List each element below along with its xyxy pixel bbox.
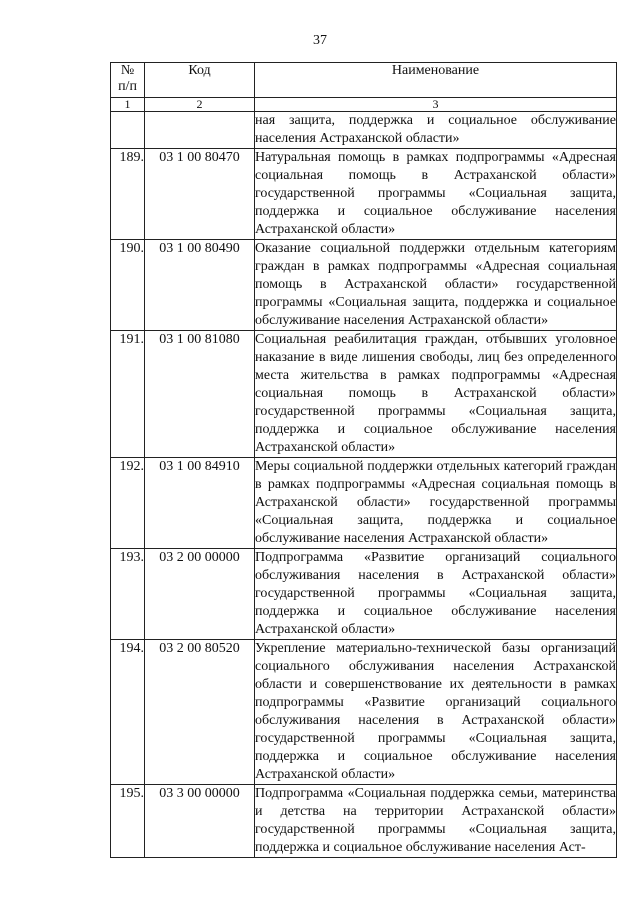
row-number: 190. [111, 240, 145, 331]
column-number-row [111, 98, 617, 112]
budget-classification-table [110, 62, 617, 858]
row-name: Укрепление материально-технической базы организаций социального обслуживания населения Астраханской области и совершенствование их деятельности в рамках подпрограммы «Развитие организаций социального обслуживания населения в Астраханской области» государственной программы «Социальная защита, поддержка и социальное обслуживание населения Астраханской области» [255, 640, 617, 785]
column-number-2: 2 [145, 98, 255, 112]
row-code: 03 2 00 80520 [145, 640, 255, 785]
header-code: Код [145, 63, 255, 98]
table-row [111, 458, 617, 549]
column-number-1: 1 [111, 98, 145, 112]
row-code [145, 112, 255, 149]
row-code: 03 1 00 84910 [145, 458, 255, 549]
table-header-row [111, 63, 617, 98]
row-number [111, 112, 145, 149]
row-number: 195. [111, 785, 145, 858]
column-number-3: 3 [255, 98, 617, 112]
header-name: Наименование [255, 63, 617, 98]
table-row [111, 149, 617, 240]
row-name: Подпрограмма «Социальная поддержка семьи, материнства и детства на территории Астраханской области» государственной программы «Социальная защита, поддержка и социальное обслуживание населения Аст- [255, 785, 617, 858]
row-code: 03 2 00 00000 [145, 549, 255, 640]
row-name: Меры социальной поддержки отдельных категорий граждан в рамках подпрограммы «Адресная социальная помощь в Астраханской области» государственной программы «Социальная защита, поддержка и социальное обслуживание населения Астраханской области» [255, 458, 617, 549]
table-row [111, 640, 617, 785]
table-row [111, 785, 617, 858]
row-code: 03 1 00 80490 [145, 240, 255, 331]
row-number: 189. [111, 149, 145, 240]
row-code: 03 3 00 00000 [145, 785, 255, 858]
row-name: ная защита, поддержка и социальное обслуживание населения Астраханской области» [255, 112, 617, 149]
row-number: 191. [111, 331, 145, 458]
row-code: 03 1 00 80470 [145, 149, 255, 240]
header-number: № п/п [111, 63, 145, 98]
table-row [111, 549, 617, 640]
row-number: 194. [111, 640, 145, 785]
table-row [111, 331, 617, 458]
row-number: 193. [111, 549, 145, 640]
row-number: 192. [111, 458, 145, 549]
table-row [111, 240, 617, 331]
row-name: Социальная реабилитация граждан, отбывших уголовное наказание в виде лишения свободы, лиц без определенного места жительства в рамках подпрограммы «Адресная социальная помощь в Астраханской области» государственной программы «Социальная защита, поддержка и социальное обслуживание населения Астраханской области» [255, 331, 617, 458]
row-name: Оказание социальной поддержки отдельным категориям граждан в рамках подпрограммы «Адресная социальная помощь в Астраханской области» государственной программы «Социальная защита, поддержка и социальное обслуживание населения Астраханской области» [255, 240, 617, 331]
row-code: 03 1 00 81080 [145, 331, 255, 458]
row-name: Подпрограмма «Развитие организаций социального обслуживания населения в Астраханской области» государственной программы «Социальная защита, поддержка и социальное обслуживание населения Астраханской области» [255, 549, 617, 640]
page-number: 37 [313, 33, 327, 48]
row-name: Натуральная помощь в рамках подпрограммы «Адресная социальная помощь в Астраханской области» государственной программы «Социальная защита, поддержка и социальное обслуживание населения Астраханской области» [255, 149, 617, 240]
table-row [111, 112, 617, 149]
